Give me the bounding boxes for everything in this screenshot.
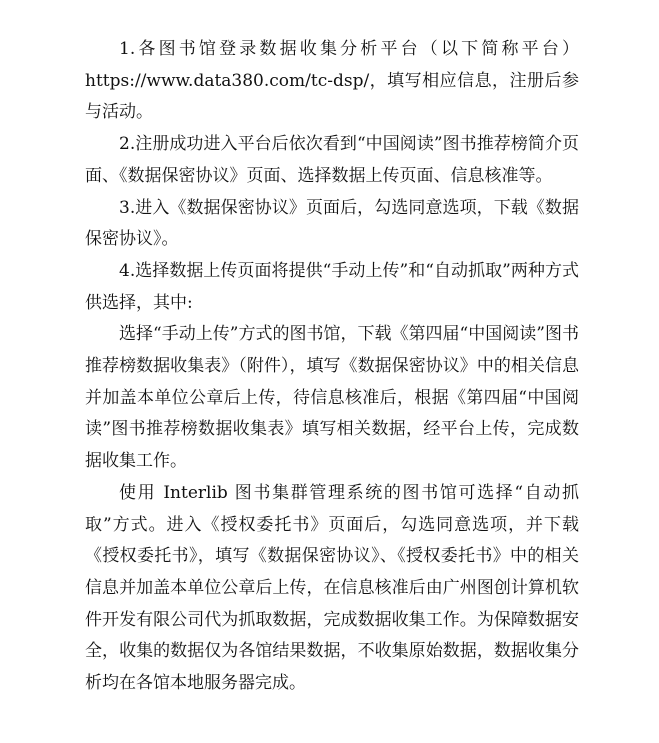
paragraph-step-1: 1.各图书馆登录数据收集分析平台（以下简称平台）https://www.data380.com/tc-dsp/，填写相应信息，注册后参与活动。 — [85, 39, 579, 123]
paragraph-auto-fetch: 使用 Interlib 图书集群管理系统的图书馆可选择“自动抓取”方式。进入《授权委托书》页面后，勾选同意选项，并下载《授权委托书》，填写《数据保密协议》、《授权委托书》中的相关信息并加盖本单位公章后上传，在信息核准后由广州图创计算机软件开发有限公司代为抓取数据，完成数据收集工作。为保障数据安全，收集的数据仅为各馆结果数据，不收集原始数据，数据收集分析均在各馆本地服务器完成。 — [85, 482, 579, 694]
paragraph-step-4: 4.选择数据上传页面将提供“手动上传”和“自动抓取”两种方式供选择，其中: — [85, 260, 579, 313]
paragraph-step-3: 3.进入《数据保密协议》页面后，勾选同意选项，下载《数据保密协议》。 — [85, 197, 579, 250]
document-body — [85, 34, 579, 700]
paragraph-manual-upload: 选择“手动上传”方式的图书馆，下载《第四届“中国阅读”图书推荐榜数据收集表》（附件），填写《数据保密协议》中的相关信息并加盖本单位公章后上传，待信息核准后，根据《第四届“中国阅读”图书推荐榜数据收集表》填写相关数据，经平台上传，完成数据收集工作。 — [85, 324, 579, 472]
paragraph-step-2: 2.注册成功进入平台后依次看到“中国阅读”图书推荐榜简介页面、《数据保密协议》页面、选择数据上传页面、信息核准等。 — [85, 134, 579, 186]
